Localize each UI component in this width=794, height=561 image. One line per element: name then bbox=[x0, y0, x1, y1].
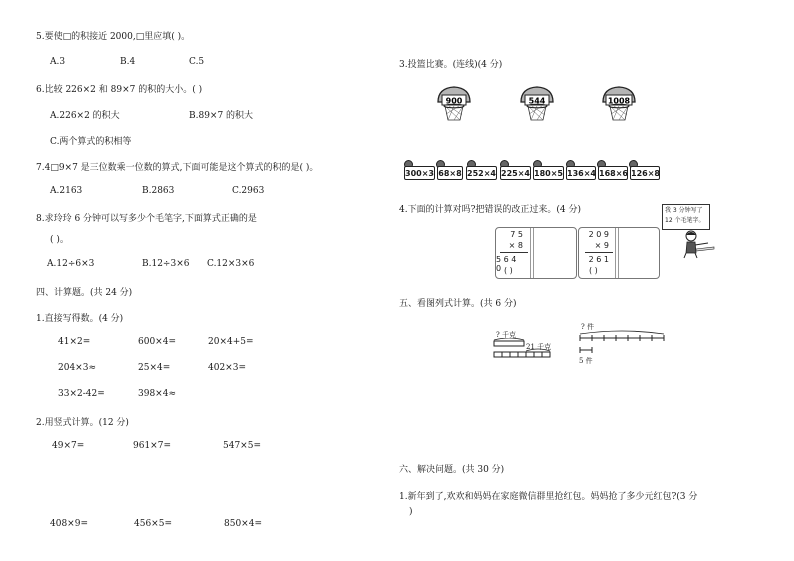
bubble-line: 12 个毛笔字。 bbox=[665, 217, 705, 224]
expression-chip[interactable]: 300×3 bbox=[404, 166, 435, 180]
basket-label: 544 bbox=[528, 96, 546, 106]
basket-544 bbox=[517, 84, 557, 126]
fig2-known-label: 5 件 bbox=[579, 357, 593, 365]
direct-calc-item: 20×4+5= bbox=[208, 337, 254, 347]
q7-option-b[interactable]: B.2863 bbox=[142, 186, 175, 196]
vertical-calc-item: 49×7= bbox=[52, 441, 85, 451]
speech-bubble bbox=[662, 204, 710, 230]
calc-result: 5 6 4 0 bbox=[496, 255, 517, 273]
direct-calc-title: 1.直接写得数。(4 分) bbox=[36, 314, 124, 324]
q6-option-a[interactable]: A.226×2 的积大 bbox=[50, 111, 120, 121]
basket-1008 bbox=[599, 84, 639, 126]
q8-option-c[interactable]: C.12×3×6 bbox=[207, 259, 255, 269]
expression-chip[interactable]: 180×5 bbox=[533, 166, 564, 180]
vertical-calc-item: 961×7= bbox=[133, 441, 171, 451]
expression-chip[interactable]: 225×4 bbox=[500, 166, 531, 180]
q8-answer-paren[interactable]: ( )。 bbox=[50, 235, 69, 245]
basket-label: 1008 bbox=[607, 96, 631, 106]
fig1-known-label: 21 千克 bbox=[526, 343, 552, 351]
expression-chip[interactable]: 136×4 bbox=[566, 166, 596, 180]
direct-calc-item: 600×4= bbox=[138, 337, 176, 347]
calc-multiplier: × 8 bbox=[508, 241, 523, 250]
section-5-heading: 五、看图列式计算。(共 6 分) bbox=[399, 299, 517, 309]
child-writing-icon bbox=[682, 229, 716, 259]
problem-1-text: 1.新年到了,欢欢和妈妈在家庭微信群里抢红包。妈妈抢了多少元红包?(3 分 bbox=[399, 492, 698, 502]
q6-option-b[interactable]: B.89×7 的积大 bbox=[189, 111, 254, 121]
q5-option-c[interactable]: C.5 bbox=[189, 57, 205, 67]
q8-stem: 8.求玲玲 6 分钟可以写多少个毛笔字,下面算式正确的是 bbox=[36, 214, 257, 224]
judgement-paren[interactable]: ( ) bbox=[589, 266, 598, 275]
calc-result: 2 6 1 bbox=[588, 255, 609, 264]
q7-stem: 7.4□9×7 是三位数乘一位数的算式,下面可能是这个算式的积的是( )。 bbox=[36, 163, 319, 173]
basket-900 bbox=[434, 84, 474, 126]
vertical-calc-title: 2.用竖式计算。(12 分) bbox=[36, 418, 129, 428]
calc-box-1 bbox=[495, 227, 577, 279]
direct-calc-item: 33×2-42= bbox=[58, 389, 105, 399]
q7-option-a[interactable]: A.2163 bbox=[50, 186, 83, 196]
q7-option-c[interactable]: C.2963 bbox=[232, 186, 265, 196]
expression-chip[interactable]: 252×4 bbox=[466, 166, 497, 180]
q6-option-c[interactable]: C.两个算式的积相等 bbox=[50, 137, 132, 147]
bubble-line: 我 3 分钟写了 bbox=[665, 207, 703, 214]
basket-label: 900 bbox=[445, 96, 463, 106]
calc-box-2 bbox=[578, 227, 660, 279]
direct-calc-item: 402×3= bbox=[208, 363, 246, 373]
vertical-calc-item: 850×4= bbox=[224, 519, 262, 529]
section-4-heading: 四、计算题。(共 24 分) bbox=[36, 288, 133, 298]
vertical-calc-item: 456×5= bbox=[134, 519, 172, 529]
vertical-calc-item: 408×9= bbox=[50, 519, 88, 529]
q8-option-a[interactable]: A.12÷6×3 bbox=[47, 259, 95, 269]
q3-title: 3.投篮比赛。(连线)(4 分) bbox=[399, 60, 503, 70]
q4-title: 4.下面的计算对吗?把错误的改正过来。(4 分) bbox=[399, 205, 582, 215]
q8-option-b[interactable]: B.12÷3×6 bbox=[142, 259, 190, 269]
expression-chip[interactable]: 68×8 bbox=[437, 166, 463, 180]
calc-multiplier: × 9 bbox=[594, 241, 609, 250]
expression-chip[interactable]: 168×6 bbox=[598, 166, 628, 180]
expression-chip[interactable]: 126×8 bbox=[630, 166, 660, 180]
q5-option-b[interactable]: B.4 bbox=[120, 57, 136, 67]
problem-1-text-cont: ) bbox=[409, 507, 413, 517]
fig2-question-label: ? 件 bbox=[581, 323, 594, 331]
calc-multiplicand: 2 0 9 bbox=[588, 230, 609, 239]
direct-calc-item: 204×3≈ bbox=[58, 363, 96, 373]
q6-stem: 6.比较 226×2 和 89×7 的积的大小。( ) bbox=[36, 85, 203, 95]
q5-option-a[interactable]: A.3 bbox=[50, 57, 66, 67]
fig2-line-diagram bbox=[578, 330, 670, 356]
direct-calc-item: 25×4= bbox=[138, 363, 171, 373]
fig1-question-label: ? 千克 bbox=[496, 331, 516, 339]
section-6-heading: 六、解决问题。(共 30 分) bbox=[399, 465, 505, 475]
judgement-paren[interactable]: ( ) bbox=[504, 266, 513, 275]
calc-multiplicand: 7 5 bbox=[510, 230, 523, 239]
direct-calc-item: 41×2= bbox=[58, 337, 91, 347]
vertical-calc-item: 547×5= bbox=[223, 441, 261, 451]
direct-calc-item: 398×4≈ bbox=[138, 389, 176, 399]
q5-stem: 5.要使□的积接近 2000,□里应填( )。 bbox=[36, 32, 191, 42]
